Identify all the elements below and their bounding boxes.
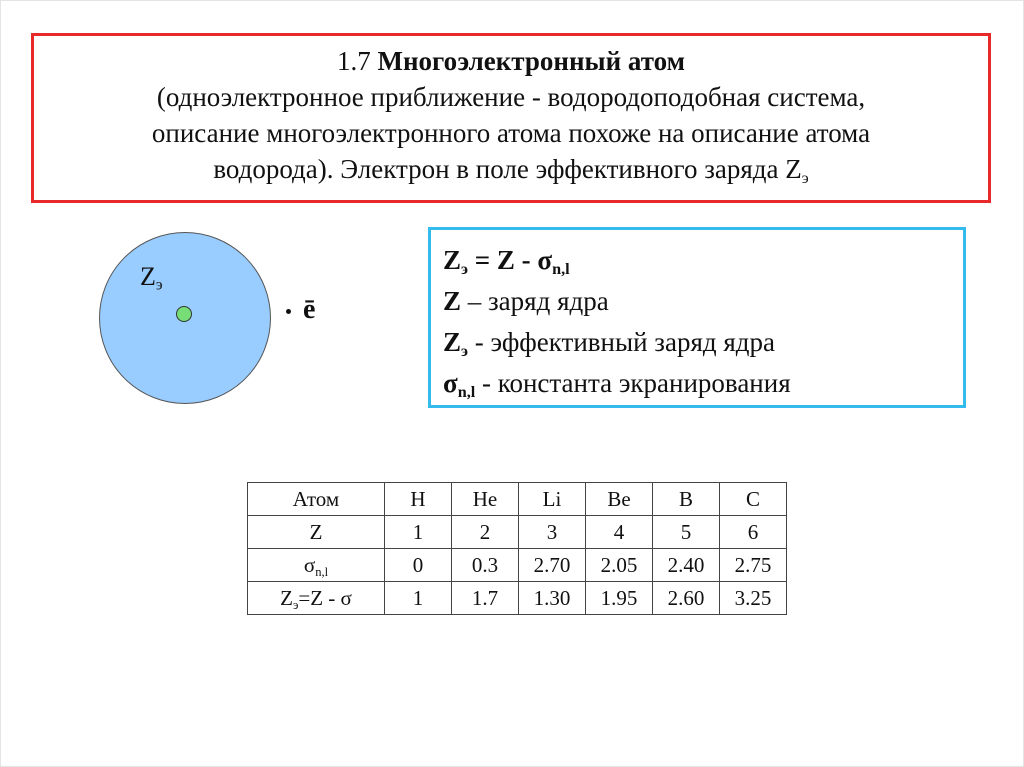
section-number: 1.7 xyxy=(336,46,371,76)
table-cell: 1 xyxy=(385,582,452,615)
formula-z-def: Z – заряд ядра xyxy=(443,286,609,316)
electron-dot xyxy=(286,309,291,314)
table-cell: H xyxy=(385,483,452,516)
table-cell: Be xyxy=(586,483,653,516)
table-cell: 3 xyxy=(519,516,586,549)
formula-equation: $Z_э = Z - \sigma_{n,l}$ xyxy=(443,245,570,278)
table-cell: He xyxy=(452,483,519,516)
section-heading: Многоэлектронный атом xyxy=(377,46,686,76)
table-cell: 2.70 xyxy=(519,549,586,582)
table-cell: 2 xyxy=(452,516,519,549)
table-cell: Li xyxy=(519,483,586,516)
title-line-1 xyxy=(34,44,988,80)
table-cell: 2.75 xyxy=(720,549,787,582)
table-cell: 3.25 xyxy=(720,582,787,615)
table-cell: 1.7 xyxy=(452,582,519,615)
table-row xyxy=(248,549,787,582)
formula-zeff-def: $Z_э$ - эффективный заряд ядра xyxy=(443,327,775,360)
title-line-3: описание многоэлектронного атома похоже на описание атома xyxy=(151,117,871,148)
electron-label: ē xyxy=(303,294,316,325)
nucleus-dot xyxy=(176,306,192,322)
formula-box xyxy=(428,227,966,408)
table-cell: 2.40 xyxy=(653,549,720,582)
title-box xyxy=(31,33,991,203)
table-cell-zeff-header: $Z_э=Z - \sigma$ xyxy=(248,582,385,615)
table-row xyxy=(248,483,787,516)
table-cell: 4 xyxy=(586,516,653,549)
table-cell-sigma-header: $\sigma_{n,l}$ xyxy=(248,549,385,582)
screening-constants-table xyxy=(247,482,787,615)
zeff-label: $Z_э$ xyxy=(140,262,163,294)
table-cell: 0.3 xyxy=(452,549,519,582)
table-cell: B xyxy=(653,483,720,516)
table-cell: 5 xyxy=(653,516,720,549)
table-row xyxy=(248,582,787,615)
table-cell: 2.05 xyxy=(586,549,653,582)
table-cell: 2.60 xyxy=(653,582,720,615)
table-cell: 1.30 xyxy=(519,582,586,615)
table-cell: C xyxy=(720,483,787,516)
table-cell: Атом xyxy=(248,483,385,516)
formula-sigma-def: $\sigma_{n,l}$ - константа экранирования xyxy=(443,368,791,401)
table-cell: 6 xyxy=(720,516,787,549)
table-cell: 0 xyxy=(385,549,452,582)
table-row xyxy=(248,516,787,549)
table-cell: 1 xyxy=(385,516,452,549)
table-cell: Z xyxy=(248,516,385,549)
title-line-4: водорода). Электрон в поле эффективного заряда $Z_э$ xyxy=(213,153,809,187)
title-line-2: (одноэлектронное приближение - водородоподобная система, xyxy=(156,81,866,112)
table-cell: 1.95 xyxy=(586,582,653,615)
